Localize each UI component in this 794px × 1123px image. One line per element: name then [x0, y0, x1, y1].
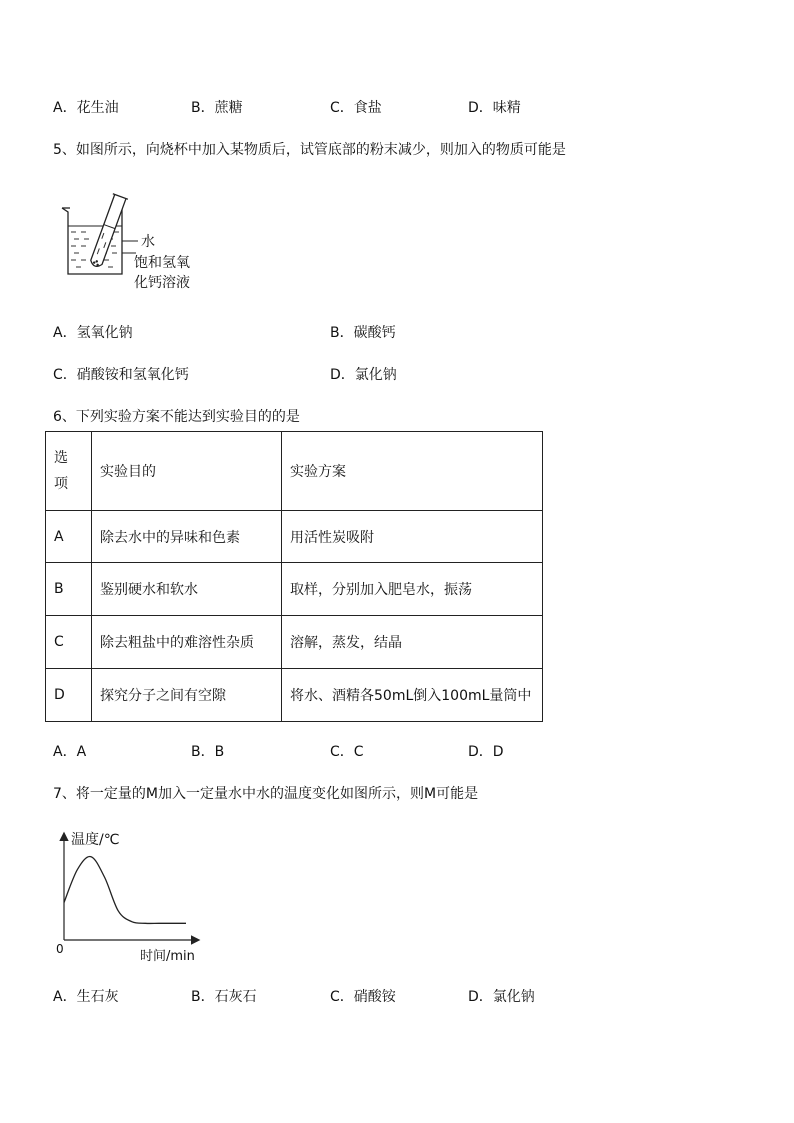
- table-header-row: [46, 432, 543, 511]
- x-axis-label: 时间/min: [140, 949, 195, 964]
- temperature-curve: [64, 857, 186, 924]
- q4-option-a: A．花生油: [53, 100, 119, 116]
- q7-option-c: C．硝酸铵: [330, 989, 396, 1005]
- q4-option-d: D．味精: [468, 100, 521, 116]
- experiment-table: [45, 431, 543, 722]
- label-saturated-line1: 饱和氢氧: [134, 255, 190, 271]
- q6-option-c: C．C: [330, 744, 364, 760]
- q6-stem: 6、下列实验方案不能达到实验目的的是: [53, 409, 300, 425]
- q5-option-a: A．氢氧化钠: [53, 325, 133, 341]
- q5-stem: 5、如图所示，向烧杯中加入某物质后，试管底部的粉末减少，则加入的物质可能是: [53, 142, 566, 158]
- header-option: [46, 432, 92, 511]
- q7-option-d: D．氯化钠: [468, 989, 535, 1005]
- row-option: B: [46, 563, 92, 616]
- q7-option-a: A．生石灰: [53, 989, 119, 1005]
- row-purpose: 鉴别硬水和软水: [92, 563, 282, 616]
- label-saturated-line2: 化钙溶液: [134, 275, 190, 291]
- row-plan: 将水、酒精各50mL倒入100mL量筒中: [282, 669, 543, 722]
- q4-option-b: B．蔗糖: [191, 100, 243, 116]
- table-row: [46, 669, 543, 722]
- q5-option-c: C．硝酸铵和氢氧化钙: [53, 367, 189, 383]
- label-water: 水: [141, 234, 155, 250]
- row-option: D: [46, 669, 92, 722]
- q5-option-b: B．碳酸钙: [330, 325, 396, 341]
- q6-option-a: A．A: [53, 744, 87, 760]
- row-plan: 取样，分别加入肥皂水，振荡: [282, 563, 543, 616]
- temperature-chart: [52, 826, 212, 966]
- q4-option-c: C．食盐: [330, 100, 382, 116]
- row-option: C: [46, 616, 92, 669]
- row-plan: 溶解，蒸发，结晶: [282, 616, 543, 669]
- row-purpose: 除去水中的异味和色素: [92, 511, 282, 563]
- header-plan: 实验方案: [282, 432, 543, 511]
- table-row: [46, 511, 543, 563]
- q6-option-d: D．D: [468, 744, 504, 760]
- header-purpose: 实验目的: [92, 432, 282, 511]
- table-row: [46, 616, 543, 669]
- origin-label: 0: [56, 942, 64, 956]
- row-purpose: 探究分子之间有空隙: [92, 669, 282, 722]
- row-option: A: [46, 511, 92, 563]
- row-plan: 用活性炭吸附: [282, 511, 543, 563]
- row-purpose: 除去粗盐中的难溶性杂质: [92, 616, 282, 669]
- header-option-line2: 项: [54, 476, 68, 492]
- q7-stem: 7、将一定量的M加入一定量水中水的温度变化如图所示，则M可能是: [53, 786, 479, 802]
- q5-option-d: D．氯化钠: [330, 367, 397, 383]
- y-axis-label: 温度/℃: [71, 832, 120, 848]
- table-row: [46, 563, 543, 616]
- q6-option-b: B．B: [191, 744, 225, 760]
- header-option-line1: 选: [54, 450, 68, 466]
- q7-option-b: B．石灰石: [191, 989, 257, 1005]
